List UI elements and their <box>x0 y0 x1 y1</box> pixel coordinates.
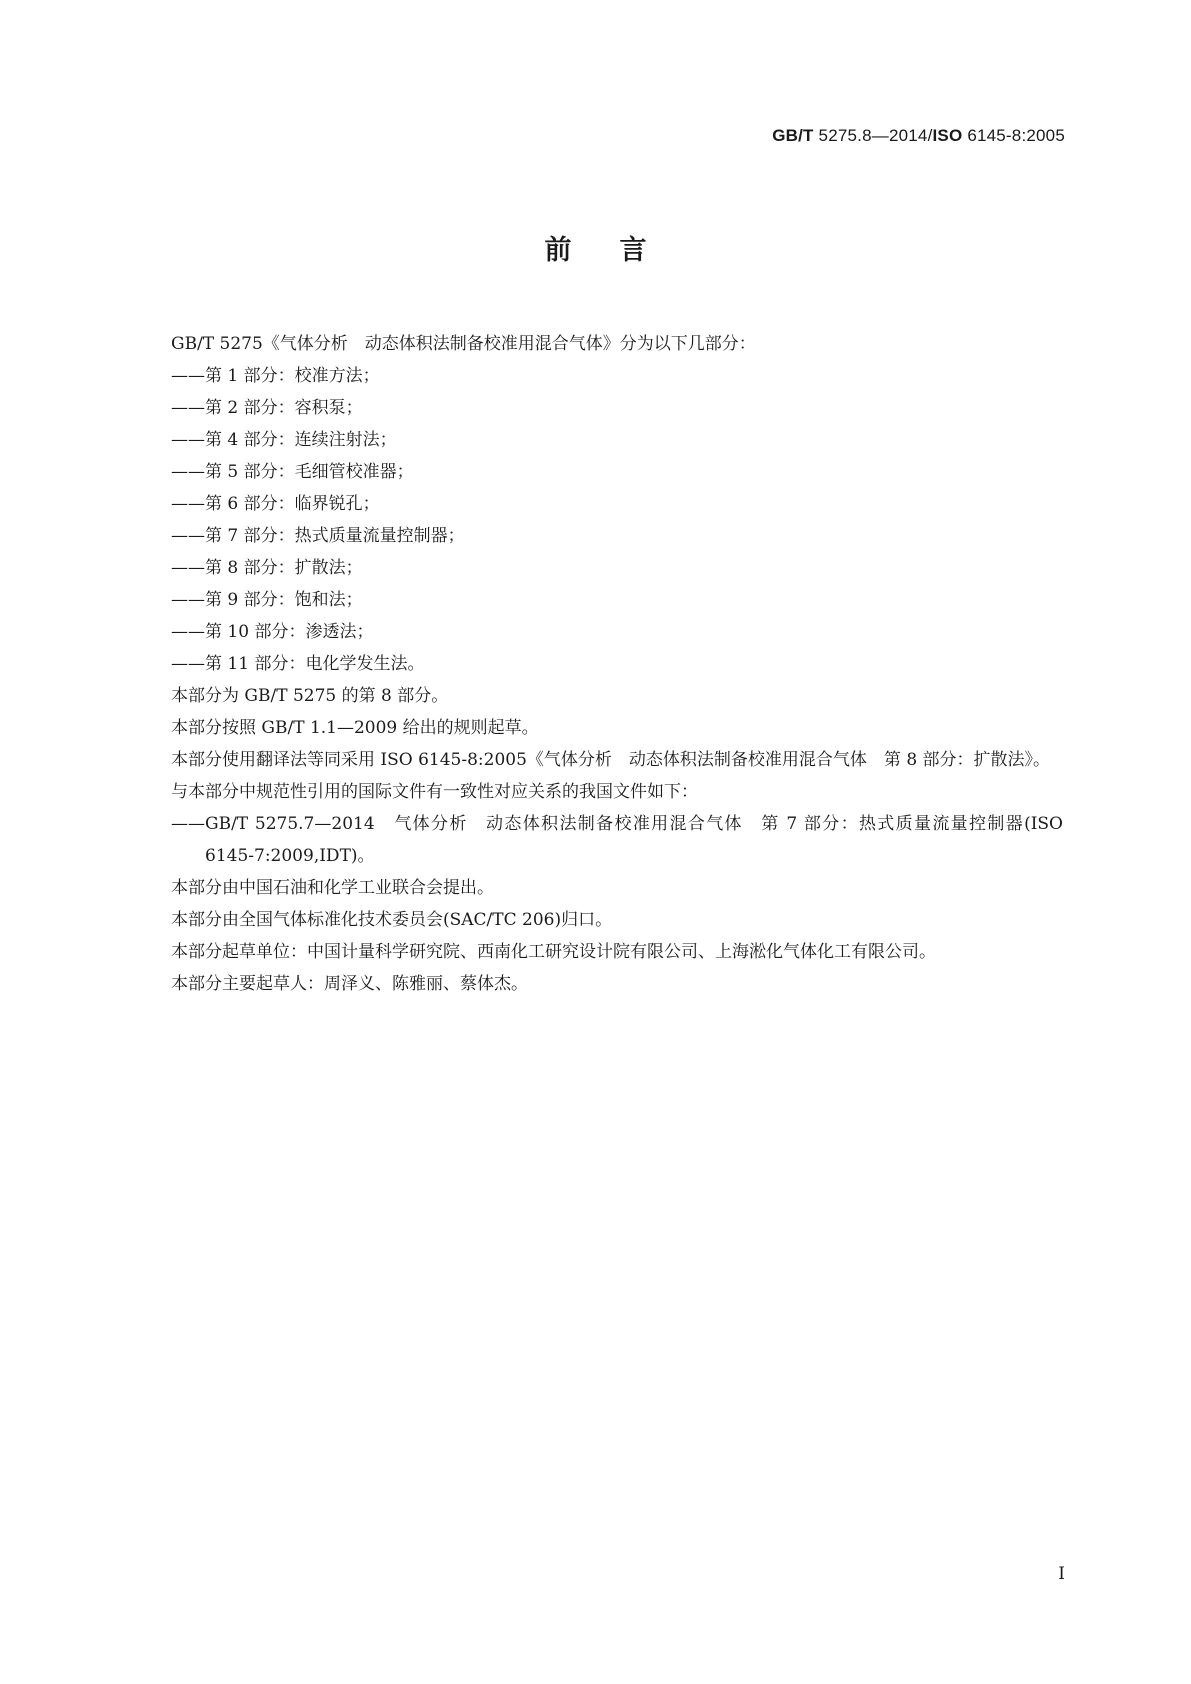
drafting-rules-paragraph: 本部分按照 GB/T 1.1—2009 给出的规则起草。 <box>171 718 539 738</box>
proposed-by-paragraph: 本部分由中国石油和化学工业联合会提出。 <box>171 878 494 898</box>
list-item-part2: ——第 2 部分：容积泵； <box>171 398 363 418</box>
page-title: 前言 <box>544 235 695 266</box>
list-item-part1: ——第 1 部分：校准方法； <box>171 366 380 386</box>
standard-code-number: 5275.8—2014/ <box>813 126 933 145</box>
standard-code-gbt: GB/T <box>772 126 814 145</box>
list-item-part11: ——第 11 部分：电化学发生法。 <box>171 654 425 674</box>
correspondence-intro-paragraph: 与本部分中规范性引用的国际文件有一致性对应关系的我国文件如下： <box>171 782 698 802</box>
list-item-part9: ——第 9 部分：饱和法； <box>171 590 363 610</box>
intro-paragraph: GB/T 5275《气体分析 动态体积法制备校准用混合气体》分为以下几部分： <box>171 334 756 354</box>
main-drafters-paragraph: 本部分主要起草人：周泽义、陈雅丽、蔡体杰。 <box>171 974 528 994</box>
correspondence-item: ——GB/T 5275.7—2014 气体分析 动态体积法制备校准用混合气体 第 7 部分：热式质量流量控制器(ISO 6145-7:2009,IDT)。 <box>171 814 1063 866</box>
standard-code-iso-number: 6145-8:2005 <box>962 126 1065 145</box>
jurisdiction-paragraph: 本部分由全国气体标准化技术委员会(SAC/TC 206)归口。 <box>171 910 613 930</box>
list-item-part10: ——第 10 部分：渗透法； <box>171 622 374 642</box>
translation-paragraph: 本部分使用翻译法等同采用 ISO 6145-8:2005《气体分析 动态体积法制备校准用混合气体 第 8 部分：扩散法》。 <box>171 750 1051 770</box>
drafting-units-paragraph: 本部分起草单位：中国计量科学研究院、西南化工研究设计院有限公司、上海淞化气体化工有限公司。 <box>171 942 936 962</box>
list-item-part7: ——第 7 部分：热式质量流量控制器； <box>171 526 465 546</box>
standard-code-iso: ISO <box>932 126 963 145</box>
foreword-body <box>137 328 1063 1000</box>
list-item-part4: ——第 4 部分：连续注射法； <box>171 430 397 450</box>
this-part-paragraph: 本部分为 GB/T 5275 的第 8 部分。 <box>171 686 449 706</box>
page-number: I <box>1058 1564 1065 1584</box>
list-item-part5: ——第 5 部分：毛细管校准器； <box>171 462 414 482</box>
list-item-part8: ——第 8 部分：扩散法； <box>171 558 363 578</box>
list-item-part6: ——第 6 部分：临界锐孔； <box>171 494 380 514</box>
standard-code-header <box>772 126 1065 146</box>
